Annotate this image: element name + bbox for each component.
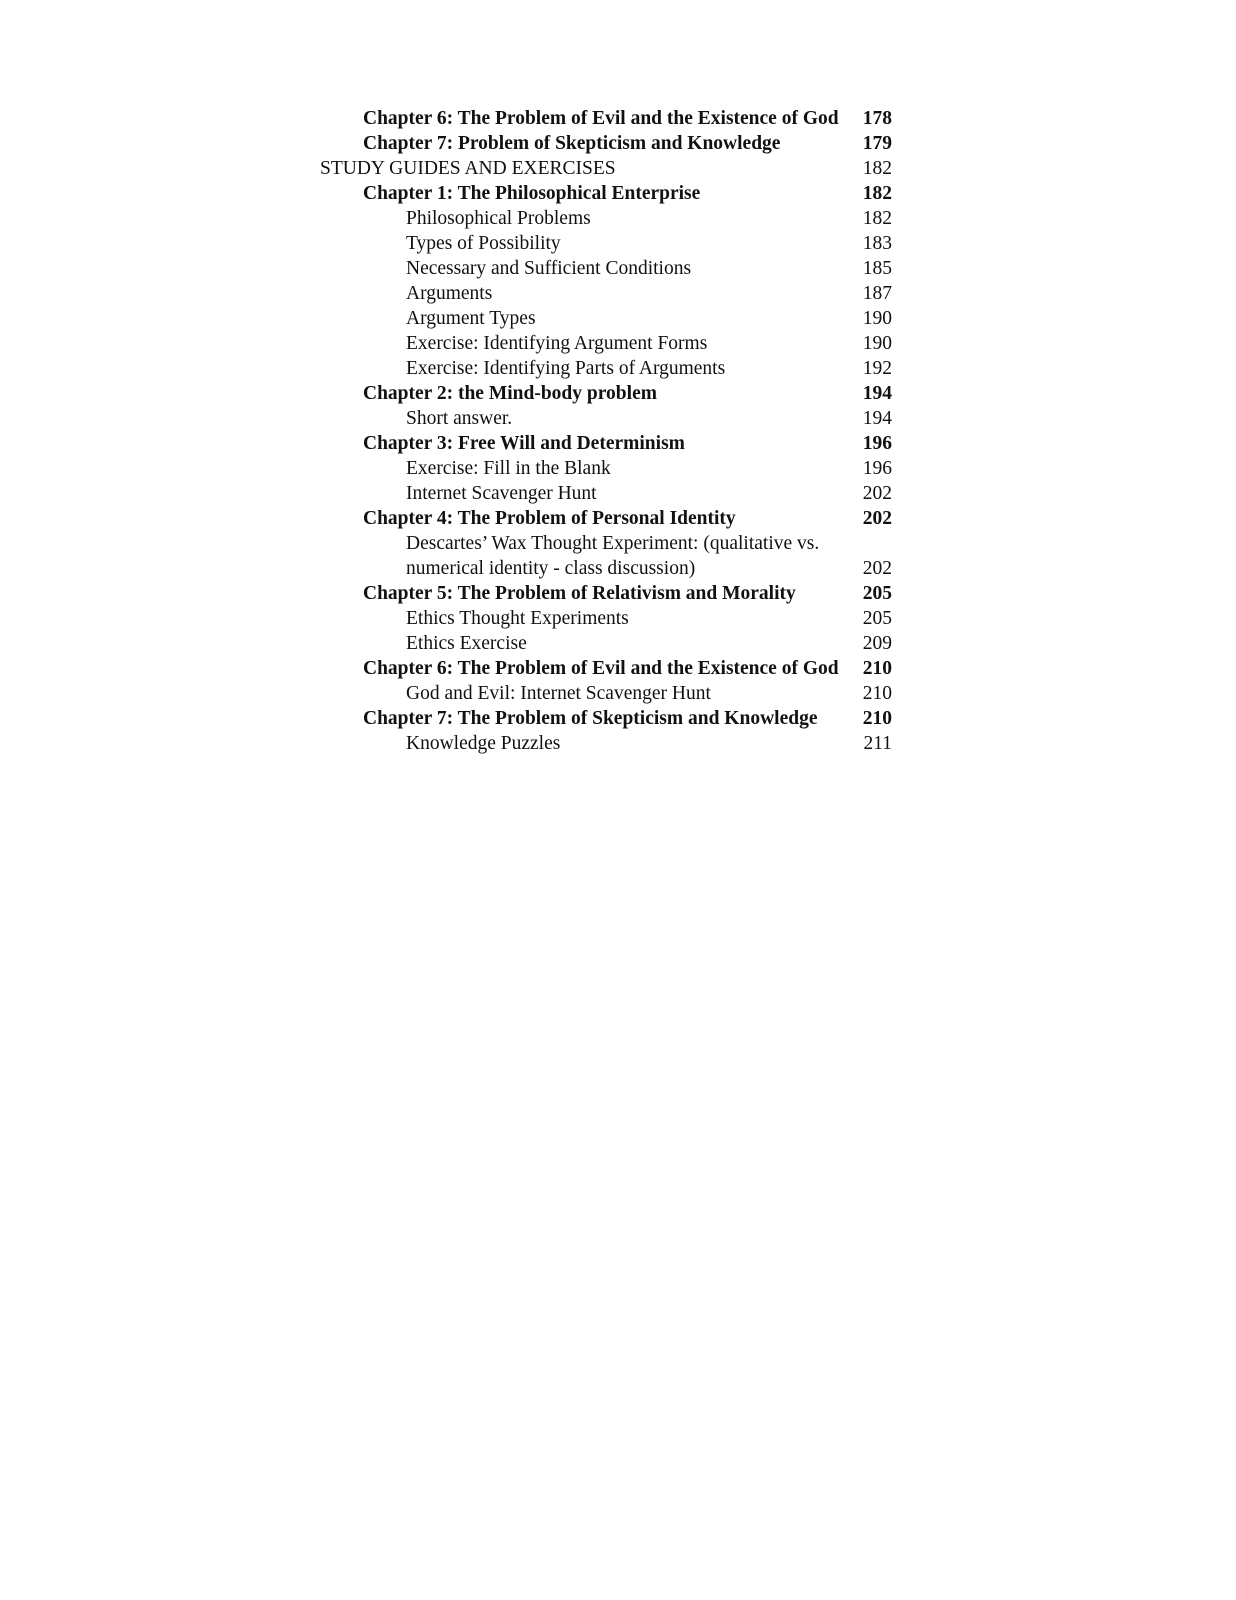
toc-subentry[interactable] xyxy=(320,731,892,756)
toc-section-heading[interactable] xyxy=(320,156,892,181)
toc-entry-page: 202 xyxy=(862,483,892,504)
toc-entry-page: 178 xyxy=(862,108,892,129)
toc-entry[interactable] xyxy=(320,131,892,156)
toc-entry-title: Descartes’ Wax Thought Experiment: (qualitative vs. numerical identity - class discussion) xyxy=(406,533,820,579)
toc-subentry[interactable] xyxy=(320,406,892,431)
toc-entry-title: Ethics Thought Experiments xyxy=(406,608,629,629)
toc-subentry[interactable] xyxy=(320,281,892,306)
toc-subentry[interactable] xyxy=(320,456,892,481)
toc-subentry[interactable] xyxy=(320,256,892,281)
toc-entry[interactable] xyxy=(320,181,892,206)
toc-entry-page: 179 xyxy=(862,133,892,154)
toc-entry-title: Internet Scavenger Hunt xyxy=(406,483,597,504)
toc-entry-title: STUDY GUIDES AND EXERCISES xyxy=(320,158,616,179)
toc-subentry[interactable] xyxy=(320,631,892,656)
toc-entry-page: 187 xyxy=(862,283,892,304)
toc-entry-page: 182 xyxy=(862,158,892,179)
toc-entry-title: Chapter 6: The Problem of Evil and the Existence of God xyxy=(363,108,839,129)
toc-entry[interactable] xyxy=(320,106,892,131)
toc-entry-title: Ethics Exercise xyxy=(406,633,527,654)
toc-entry-title: Knowledge Puzzles xyxy=(406,733,561,754)
toc-entry-title: Exercise: Identifying Argument Forms xyxy=(406,333,708,354)
toc-subentry[interactable] xyxy=(320,331,892,356)
toc-entry-title: Short answer. xyxy=(406,408,513,429)
toc-subentry[interactable] xyxy=(320,481,892,506)
toc-subentry[interactable] xyxy=(320,231,892,256)
toc-entry-page: 182 xyxy=(862,208,892,229)
toc-entry-page: 190 xyxy=(862,308,892,329)
toc-subentry[interactable] xyxy=(320,531,892,581)
toc-entry-page: 202 xyxy=(862,508,892,529)
toc-entry-page: 211 xyxy=(863,733,892,754)
toc-entry-page: 182 xyxy=(862,183,892,204)
toc-entry-page: 196 xyxy=(862,433,892,454)
toc-subentry[interactable] xyxy=(320,606,892,631)
toc-entry-title: Chapter 4: The Problem of Personal Identity xyxy=(363,508,736,529)
toc-entry-page: 202 xyxy=(862,558,892,579)
toc-entry[interactable] xyxy=(320,656,892,681)
toc-entry-title: Chapter 2: the Mind-body problem xyxy=(363,383,657,404)
toc-entry-title: Exercise: Fill in the Blank xyxy=(406,458,611,479)
toc-entry-page: 194 xyxy=(862,383,892,404)
toc-entry-title: Types of Possibility xyxy=(406,233,561,254)
toc-entry-title: Chapter 6: The Problem of Evil and the Existence of God xyxy=(363,658,839,679)
toc-entry-page: 190 xyxy=(862,333,892,354)
table-of-contents xyxy=(320,106,892,756)
toc-entry[interactable] xyxy=(320,581,892,606)
toc-entry-page: 210 xyxy=(862,708,892,729)
toc-entry-title: Necessary and Sufficient Conditions xyxy=(406,258,692,279)
toc-entry-page: 205 xyxy=(862,583,892,604)
toc-entry[interactable] xyxy=(320,381,892,406)
toc-entry-title: Chapter 1: The Philosophical Enterprise xyxy=(363,183,701,204)
toc-subentry[interactable] xyxy=(320,306,892,331)
toc-entry-title: Argument Types xyxy=(406,308,536,329)
toc-entry-page: 205 xyxy=(862,608,892,629)
toc-entry-title: Philosophical Problems xyxy=(406,208,591,229)
toc-entry-page: 185 xyxy=(862,258,892,279)
toc-entry-title: Arguments xyxy=(406,283,493,304)
toc-entry-page: 194 xyxy=(862,408,892,429)
toc-entry-title: Exercise: Identifying Parts of Arguments xyxy=(406,358,726,379)
toc-subentry[interactable] xyxy=(320,681,892,706)
toc-entry-title: Chapter 7: Problem of Skepticism and Knowledge xyxy=(363,133,781,154)
toc-entry[interactable] xyxy=(320,506,892,531)
toc-entry-page: 210 xyxy=(862,683,892,704)
toc-entry-page: 183 xyxy=(862,233,892,254)
toc-entry-page: 210 xyxy=(862,658,892,679)
toc-entry-title: Chapter 3: Free Will and Determinism xyxy=(363,433,685,454)
toc-entry-page: 196 xyxy=(862,458,892,479)
toc-entry[interactable] xyxy=(320,431,892,456)
toc-subentry[interactable] xyxy=(320,206,892,231)
toc-entry-page: 192 xyxy=(862,358,892,379)
toc-entry-title: God and Evil: Internet Scavenger Hunt xyxy=(406,683,711,704)
toc-entry-title: Chapter 7: The Problem of Skepticism and Knowledge xyxy=(363,708,818,729)
toc-subentry[interactable] xyxy=(320,356,892,381)
toc-entry-title: Chapter 5: The Problem of Relativism and Morality xyxy=(363,583,796,604)
toc-entry-page: 209 xyxy=(862,633,892,654)
toc-entry[interactable] xyxy=(320,706,892,731)
